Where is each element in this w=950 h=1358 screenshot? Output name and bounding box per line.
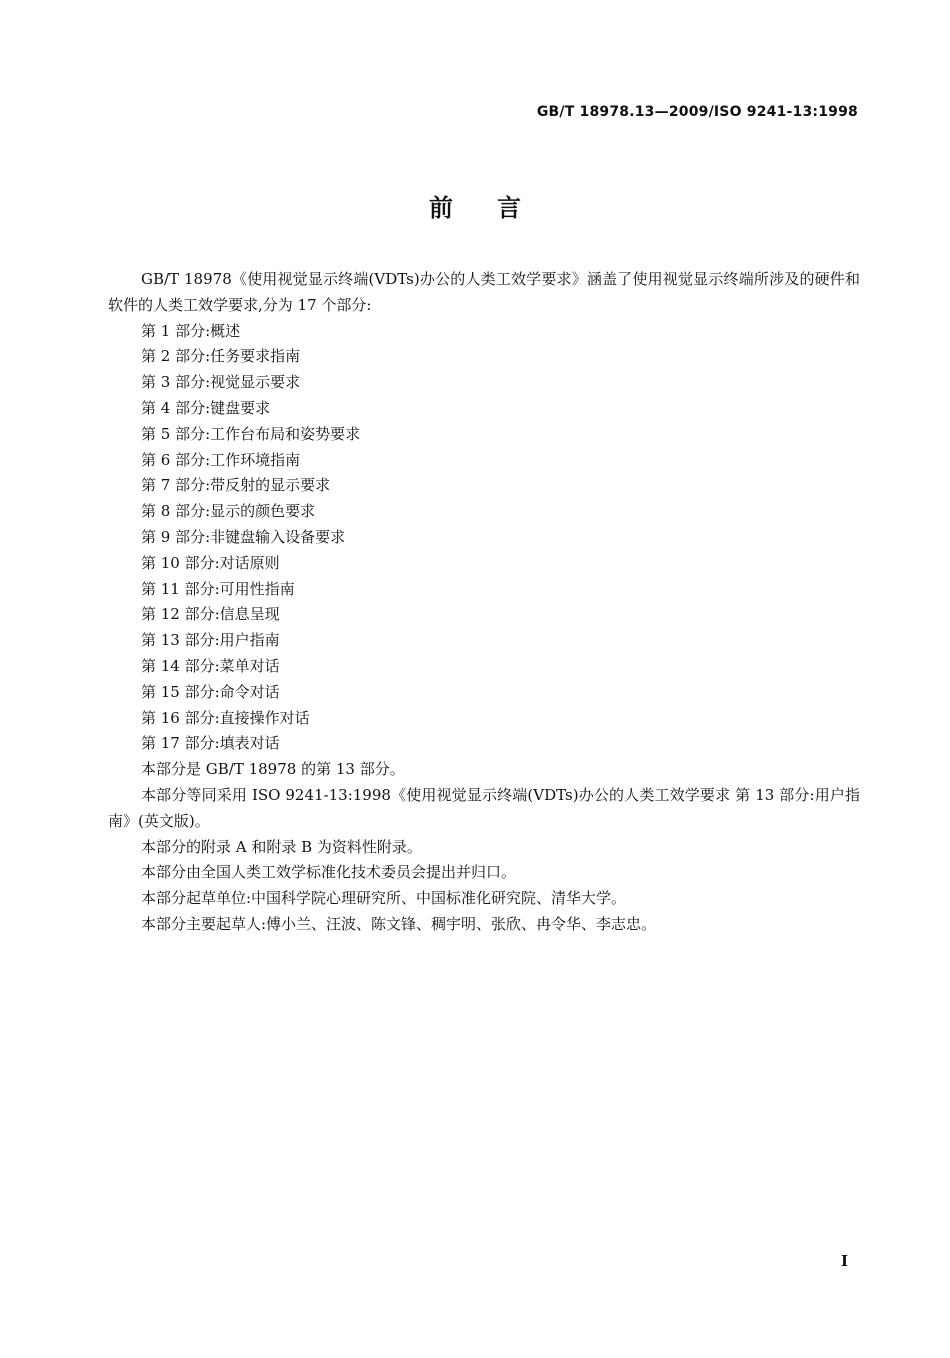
list-item: 第 15 部分:命令对话 — [141, 682, 280, 701]
parts-list — [108, 319, 860, 758]
list-item: 第 3 部分:视觉显示要求 — [141, 373, 301, 392]
annex-paragraph: 本部分的附录 A 和附录 B 为资料性附录。 — [141, 837, 422, 856]
list-item: 第 6 部分:工作环境指南 — [141, 450, 301, 469]
list-item: 第 17 部分:填表对话 — [141, 734, 280, 753]
title-char-2: 言 — [497, 194, 521, 222]
list-item: 第 10 部分:对话原则 — [141, 553, 280, 572]
list-item: 第 1 部分:概述 — [141, 321, 241, 340]
list-item: 第 2 部分:任务要求指南 — [141, 347, 301, 366]
list-item: 第 11 部分:可用性指南 — [141, 579, 295, 598]
foreword-body — [108, 267, 860, 938]
list-item: 第 16 部分:直接操作对话 — [141, 708, 310, 727]
list-item: 第 4 部分:键盘要求 — [141, 398, 271, 417]
page-number: I — [840, 1252, 848, 1270]
title-char-1: 前 — [429, 194, 453, 222]
page-title — [0, 188, 950, 223]
list-item: 第 8 部分:显示的颜色要求 — [141, 502, 316, 521]
list-item: 第 9 部分:非键盘输入设备要求 — [141, 527, 346, 546]
proposed-by-paragraph: 本部分由全国人类工效学标准化技术委员会提出并归口。 — [141, 863, 517, 882]
list-item: 第 13 部分:用户指南 — [141, 631, 280, 650]
list-item: 第 14 部分:菜单对话 — [141, 656, 280, 675]
part-of-paragraph: 本部分是 GB/T 18978 的第 13 部分。 — [141, 760, 405, 779]
list-item: 第 12 部分:信息呈现 — [141, 605, 280, 624]
standard-code-header: GB/T 18978.13—2009/ISO 9241-13:1998 — [536, 104, 858, 120]
equivalent-adoption-paragraph: 本部分等同采用 ISO 9241-13:1998《使用视觉显示终端(VDTs)办公的人类工效学要求 第 13 部分:用户指南》(英文版)。 — [108, 785, 860, 830]
list-item: 第 5 部分:工作台布局和姿势要求 — [141, 424, 361, 443]
drafters-paragraph: 本部分主要起草人:傅小兰、汪波、陈文锋、稠宇明、张欣、冉令华、李志忠。 — [141, 914, 657, 933]
intro-paragraph: GB/T 18978《使用视觉显示终端(VDTs)办公的人类工效学要求》涵盖了使用视觉显示终端所涉及的硬件和软件的人类工效学要求,分为 17 个部分: — [108, 270, 860, 314]
list-item: 第 7 部分:带反射的显示要求 — [141, 476, 331, 495]
drafting-units-paragraph: 本部分起草单位:中国科学院心理研究所、中国标准化研究院、清华大学。 — [141, 889, 627, 908]
